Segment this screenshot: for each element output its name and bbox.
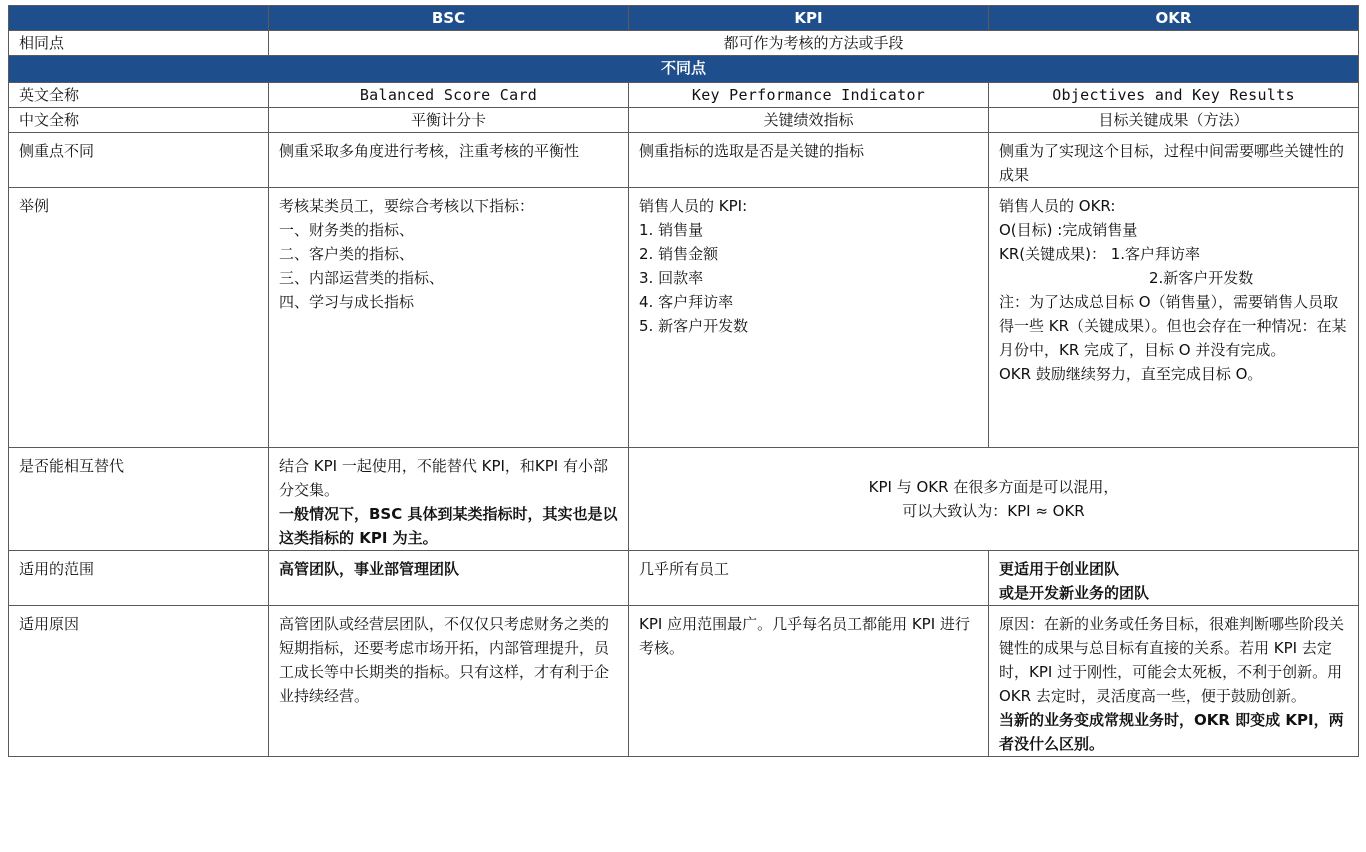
row-chinese bbox=[9, 108, 1359, 133]
chinese-kpi: 关键绩效指标 bbox=[629, 108, 989, 133]
row-label-focus: 侧重点不同 bbox=[9, 133, 269, 188]
reason-okr-normal: 原因：在新的业务或任务目标，很难判断哪些阶段关键性的成果与总目标有直接的关系。若用 KPI 去定时，KPI 过于刚性，可能会太死板，不利于创新。用 OKR 去定时，灵活度高一些，便于鼓励创新。 bbox=[999, 615, 1345, 705]
header-row bbox=[9, 6, 1359, 31]
comparison-table-container bbox=[8, 5, 1358, 757]
example-okr-line: 2.新客户开发数 bbox=[1149, 269, 1254, 287]
reason-okr-bold: 当新的业务变成常规业务时，OKR 即变成 KPI，两者没什么区别。 bbox=[999, 711, 1344, 753]
example-kpi bbox=[629, 188, 989, 448]
scope-kpi: 几乎所有员工 bbox=[629, 551, 989, 606]
row-label-chinese: 中文全称 bbox=[9, 108, 269, 133]
example-okr-line: O(目标) :完成销售量 bbox=[999, 221, 1138, 239]
row-same bbox=[9, 31, 1359, 56]
english-bsc: Balanced Score Card bbox=[269, 83, 629, 108]
example-kpi-line: 2. 销售金额 bbox=[639, 245, 719, 263]
example-okr-line: 销售人员的 OKR: bbox=[999, 197, 1116, 215]
header-okr: OKR bbox=[989, 6, 1359, 31]
reason-kpi: KPI 应用范围最广。几乎每名员工都能用 KPI 进行考核。 bbox=[629, 606, 989, 757]
chinese-okr: 目标关键成果（方法） bbox=[989, 108, 1359, 133]
scope-okr-line1: 更适用于创业团队 bbox=[999, 560, 1120, 578]
row-reason bbox=[9, 606, 1359, 757]
scope-bsc: 高管团队，事业部管理团队 bbox=[269, 551, 629, 606]
header-kpi: KPI bbox=[629, 6, 989, 31]
example-bsc-line: 三、内部运营类的指标、 bbox=[279, 269, 445, 287]
scope-okr bbox=[989, 551, 1359, 606]
example-kpi-line: 3. 回款率 bbox=[639, 269, 704, 287]
diff-band-title: 不同点 bbox=[9, 56, 1359, 83]
scope-okr-line2: 或是开发新业务的团队 bbox=[999, 584, 1150, 602]
example-kpi-line: 销售人员的 KPI: bbox=[639, 197, 748, 215]
row-scope bbox=[9, 551, 1359, 606]
replace-kpi-okr bbox=[629, 448, 1359, 551]
row-diff-band bbox=[9, 56, 1359, 83]
row-label-replace: 是否能相互替代 bbox=[9, 448, 269, 551]
example-bsc-line: 四、学习与成长指标 bbox=[279, 293, 415, 311]
same-text: 都可作为考核的方法或手段 bbox=[269, 31, 1359, 56]
example-bsc-line: 二、客户类的指标、 bbox=[279, 245, 415, 263]
row-label-same: 相同点 bbox=[9, 31, 269, 56]
example-kpi-line: 4. 客户拜访率 bbox=[639, 293, 734, 311]
replace-bsc-bold: 一般情况下，BSC 具体到某类指标时，其实也是以这类指标的 KPI 为主。 bbox=[279, 505, 618, 547]
focus-kpi: 侧重指标的选取是否是关键的指标 bbox=[629, 133, 989, 188]
example-kpi-line: 1. 销售量 bbox=[639, 221, 704, 239]
header-corner bbox=[9, 6, 269, 31]
example-okr-line: OKR 鼓励继续努力，直至完成目标 O。 bbox=[999, 365, 1263, 383]
replace-kpi-okr-line2: 可以大致认为：KPI ≈ OKR bbox=[902, 502, 1085, 520]
row-label-example: 举例 bbox=[9, 188, 269, 448]
reason-bsc: 高管团队或经营层团队，不仅仅只考虑财务之类的短期指标，还要考虑市场开拓，内部管理提升，员工成长等中长期类的指标。只有这样，才有利于企业持续经营。 bbox=[269, 606, 629, 757]
example-bsc-line: 一、财务类的指标、 bbox=[279, 221, 415, 239]
example-okr bbox=[989, 188, 1359, 448]
row-label-english: 英文全称 bbox=[9, 83, 269, 108]
comparison-table bbox=[8, 5, 1359, 757]
row-example bbox=[9, 188, 1359, 448]
example-okr-line: KR(关键成果)： 1.客户拜访率 bbox=[999, 245, 1201, 263]
english-okr: Objectives and Key Results bbox=[989, 83, 1359, 108]
row-label-reason: 适用原因 bbox=[9, 606, 269, 757]
english-kpi: Key Performance Indicator bbox=[629, 83, 989, 108]
example-bsc bbox=[269, 188, 629, 448]
row-focus bbox=[9, 133, 1359, 188]
example-kpi-line: 5. 新客户开发数 bbox=[639, 317, 749, 335]
row-english bbox=[9, 83, 1359, 108]
row-label-scope: 适用的范围 bbox=[9, 551, 269, 606]
example-okr-note: 注：为了达成总目标 O（销售量），需要销售人员取得一些 KR（关键成果）。但也会存在一种情况：在某月份中，KR 完成了，目标 O 并没有完成。 bbox=[999, 293, 1347, 359]
focus-bsc: 侧重采取多角度进行考核，注重考核的平衡性 bbox=[269, 133, 629, 188]
header-bsc: BSC bbox=[269, 6, 629, 31]
replace-bsc-normal: 结合 KPI 一起使用，不能替代 KPI，和KPI 有小部分交集。 bbox=[279, 457, 608, 499]
reason-okr bbox=[989, 606, 1359, 757]
replace-bsc bbox=[269, 448, 629, 551]
example-bsc-line: 考核某类员工，要综合考核以下指标： bbox=[279, 197, 535, 215]
chinese-bsc: 平衡计分卡 bbox=[269, 108, 629, 133]
replace-kpi-okr-line1: KPI 与 OKR 在很多方面是可以混用， bbox=[868, 478, 1119, 496]
focus-okr: 侧重为了实现这个目标，过程中间需要哪些关键性的成果 bbox=[989, 133, 1359, 188]
row-replace bbox=[9, 448, 1359, 551]
